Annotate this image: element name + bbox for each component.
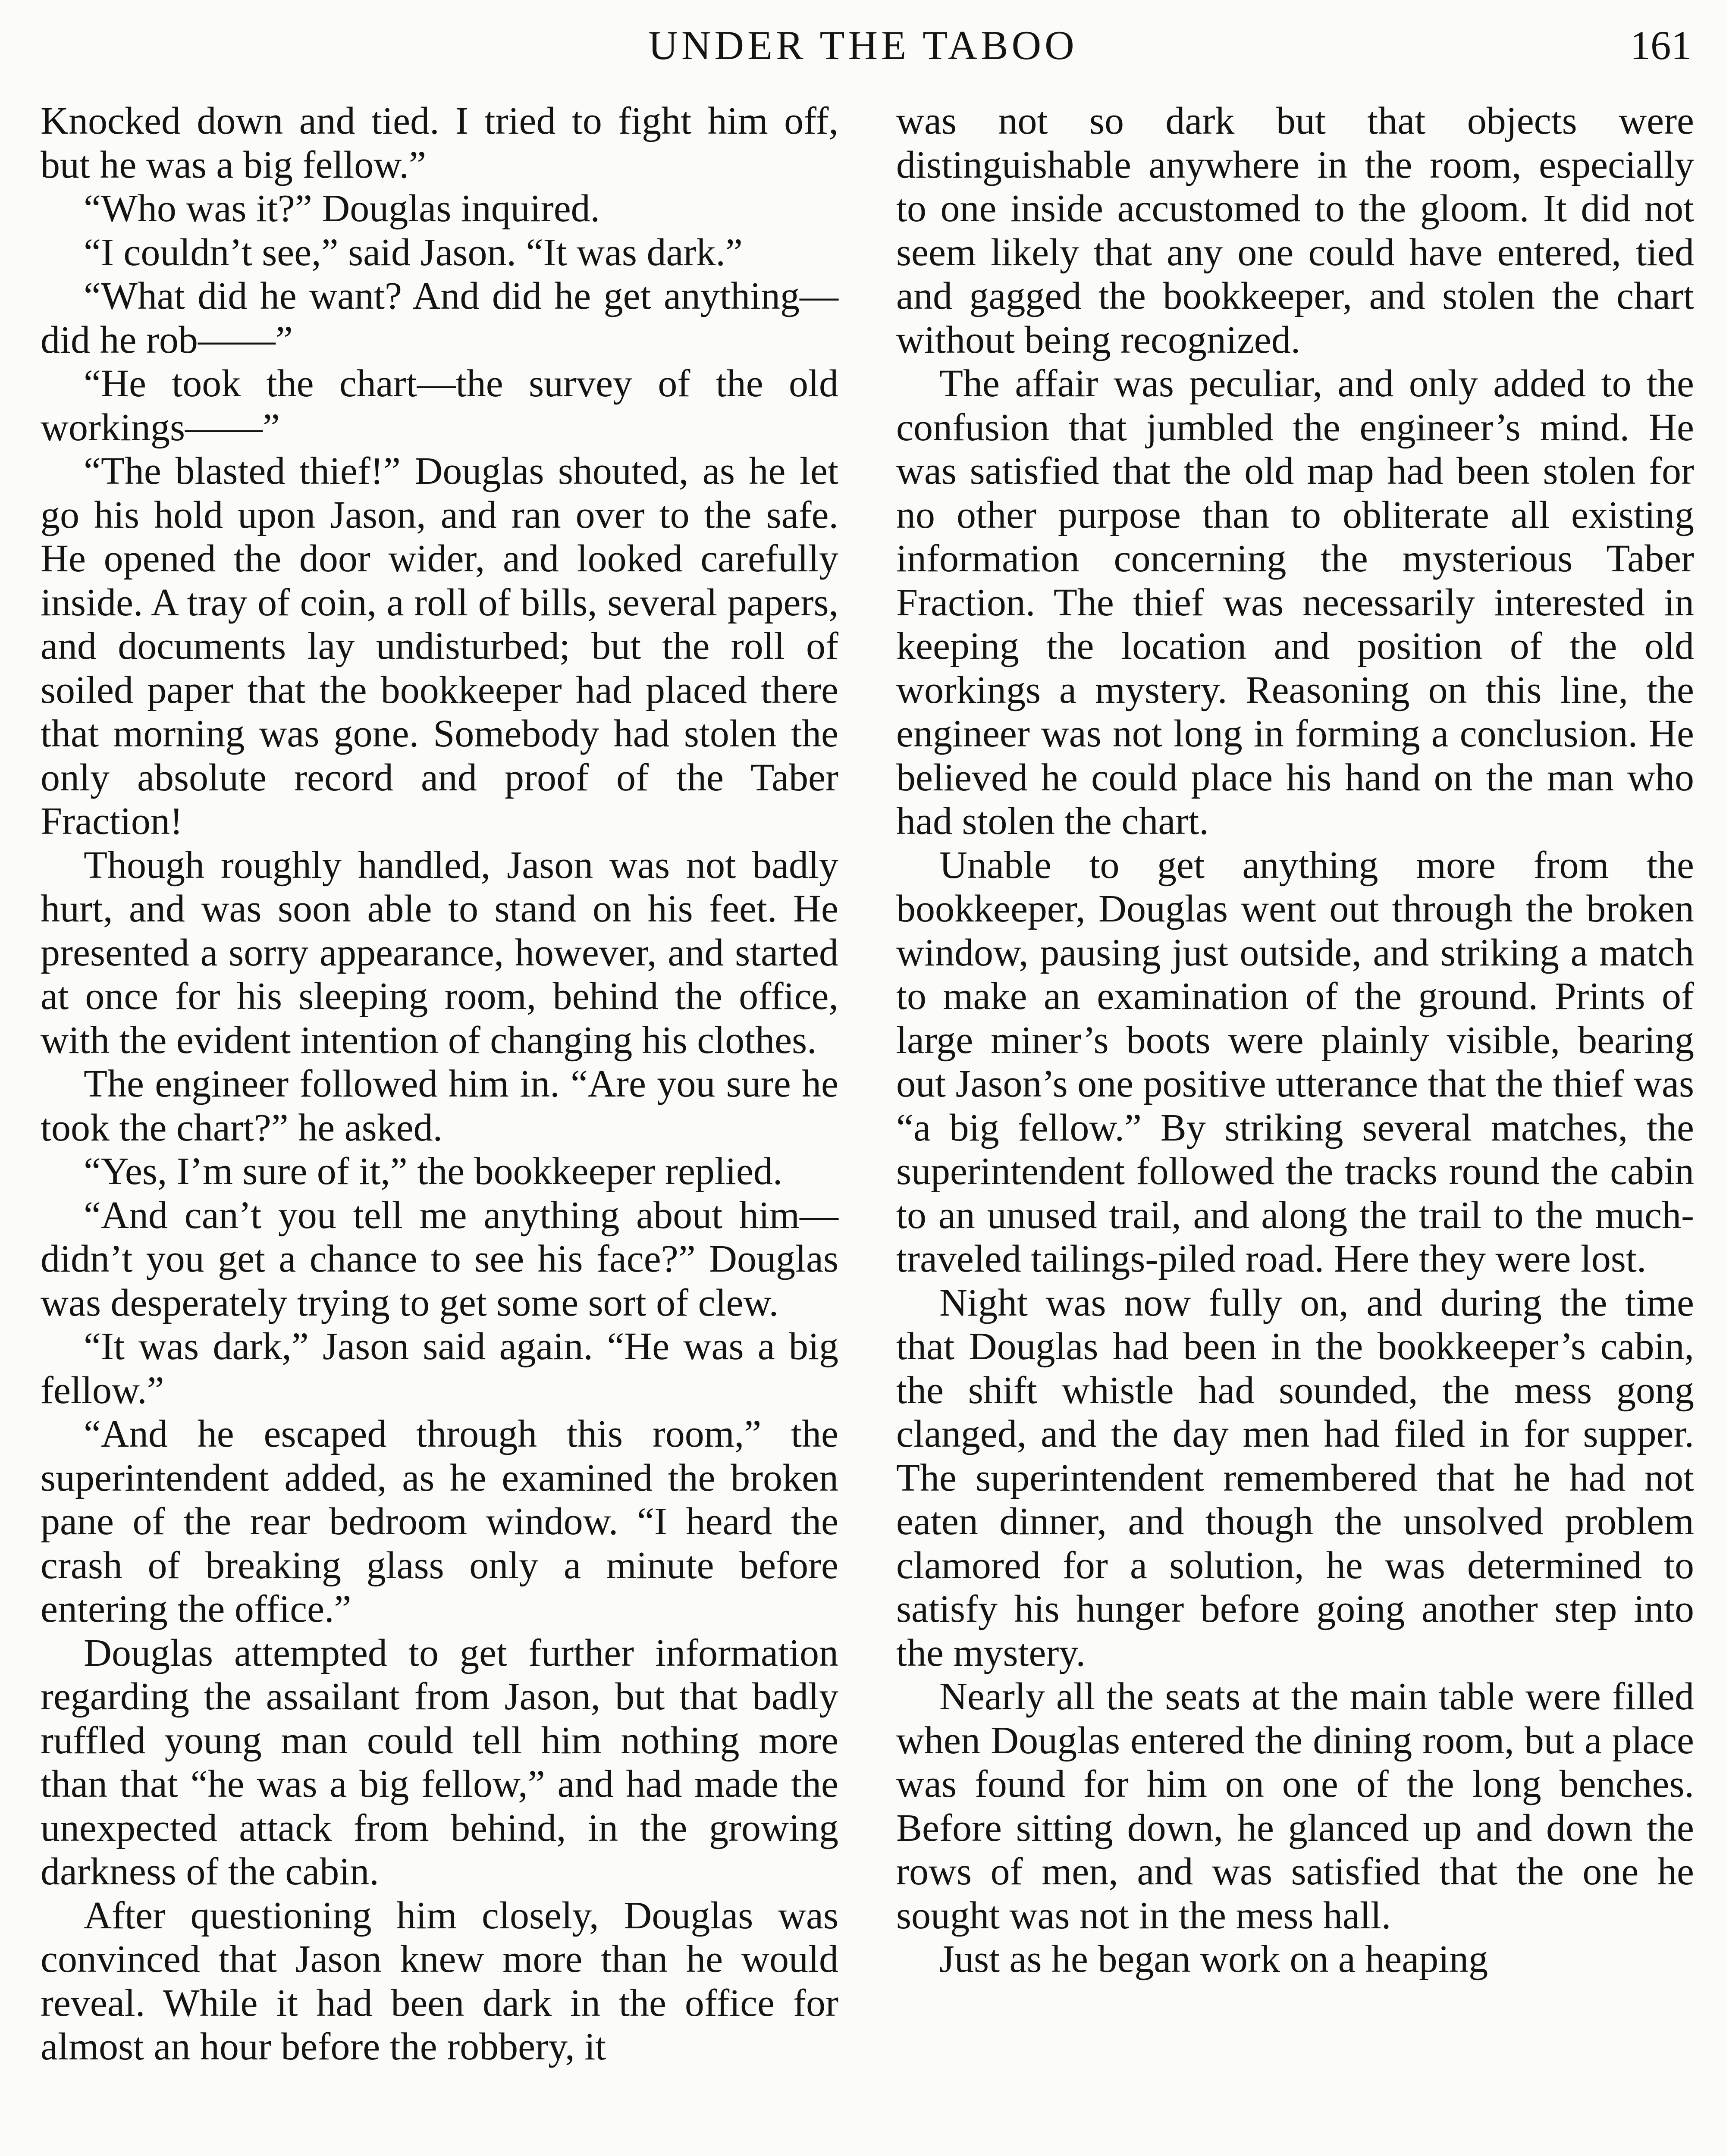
paragraph: The engineer followed him in. “Are you sure he took the chart?” he asked. [41,1062,838,1149]
paragraph: Knocked down and tied. I tried to fight him off, but he was a big fellow.” [41,100,838,186]
paragraph: was not so dark but that objects were distinguishable anywhere in the room, especially to one inside accustomed to the gloom. It did not seem likely that any one could have entered, tied and gagged the bookkeeper, and stolen the chart without being recognized. [896,100,1694,361]
paragraph: “Yes, I’m sure of it,” the bookkeeper replied. [84,1150,783,1193]
paragraph: “He took the chart—the survey of the old workings——” [41,362,838,449]
paragraph: “It was dark,” Jason said again. “He was a big fellow.” [41,1325,838,1412]
page-header [35,17,1691,73]
text-column-left [41,99,838,2069]
paragraph: After questioning him closely, Douglas was convinced that Jason knew more than he would reveal. While it had been dark in the office for almost an hour before the robbery, it [41,1894,838,2068]
paragraph: Unable to get anything more from the bookkeeper, Douglas went out through the broken window, pausing just outside, and striking a match to make an examination of the ground. Prints of large miner’s boots were plainly visible, bearing out Jason’s one positive utterance that the thief was “a big fellow.” By striking several matches, the superintendent followed the tracks round the cabin to an unused trail, and along the trail to the much-traveled tailings-piled road. Here they were lost. [896,843,1694,1280]
paragraph: “And can’t you tell me anything about him—didn’t you get a chance to see his face?” Douglas was desperately trying to get some sort of clew. [41,1194,838,1324]
paragraph: “I couldn’t see,” said Jason. “It was dark.” [84,231,743,274]
paragraph: Nearly all the seats at the main table were filled when Douglas entered the dining room, but a place was found for him on one of the long benches. Before sitting down, he glanced up and down the rows of men, and was satisfied that the one he sought was not in the mess hall. [896,1675,1694,1937]
paragraph: Though roughly handled, Jason was not badly hurt, and was soon able to stand on his feet. He presented a sorry appearance, however, and started at once for his sleeping room, behind the office, with the evident intention of changing his clothes. [41,843,838,1062]
paragraph: Night was now fully on, and during the time that Douglas had been in the bookkeeper’s cabin, the shift whistle had sounded, the mess gong clanged, and the day men had filed in for supper. The superintendent remembered that he had not eaten dinner, and though the unsolved problem clamored for a solution, he was determined to satisfy his hunger before going another step into the mystery. [896,1281,1694,1674]
paragraph: “The blasted thief!” Douglas shouted, as he let go his hold upon Jason, and ran over to the safe. He opened the door wider, and looked carefully inside. A tray of coin, a roll of bills, several papers, and documents lay undisturbed; but the roll of soiled paper that the bookkeeper had placed there that morning was gone. Somebody had stolen the only absolute record and proof of the Taber Fraction! [41,450,838,843]
paragraph: Just as he began work on a heaping [939,1938,1488,1981]
paragraph: “Who was it?” Douglas inquired. [84,187,600,230]
text-column-right [896,99,1694,1981]
paragraph: The affair was peculiar, and only added to the confusion that jumbled the engineer’s mind. He was satisfied that the old map had been stolen for no other purpose than to obliterate all existing information concerning the mysterious Taber Fraction. The thief was necessarily interested in keeping the location and position of the old workings a mystery. Reasoning on this line, the engineer was not long in forming a conclusion. He believed he could place his hand on the man who had stolen the chart. [896,362,1694,843]
page-number: 161 [1630,22,1691,68]
running-title: UNDER THE TABOO [648,22,1078,68]
paragraph: “What did he want? And did he get anything—did he rob——” [41,275,838,361]
paragraph: Douglas attempted to get further information regarding the assailant from Jason, but that badly ruffled young man could tell him nothing more than that “he was a big fellow,” and had made the unexpected attack from behind, in the growing darkness of the cabin. [41,1631,838,1893]
paragraph: “And he escaped through this room,” the superintendent added, as he examined the broken pane of the rear bedroom window. “I heard the crash of breaking glass only a minute before entering the office.” [41,1413,838,1630]
